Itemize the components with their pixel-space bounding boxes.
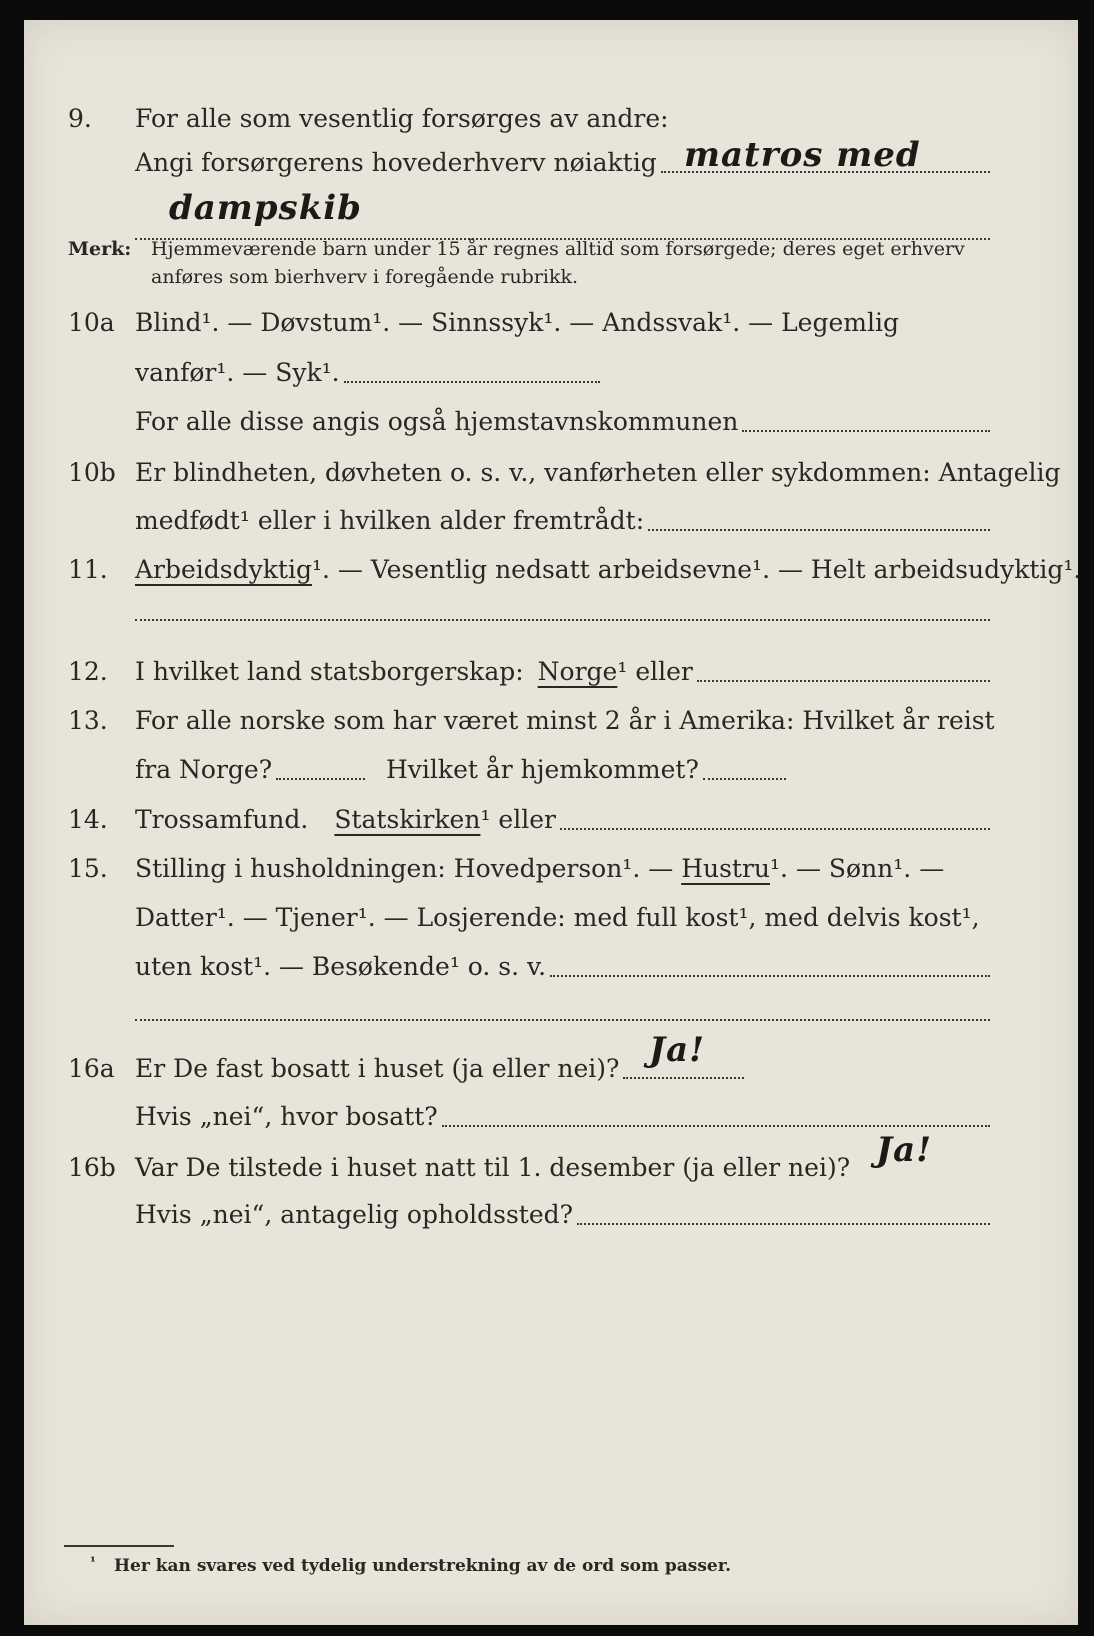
merk-text-2: anføres som bierhverv i foregående rubrikk. xyxy=(151,266,579,288)
q9-text-2: Angi forsørgerens hovederhverv nøiaktig xyxy=(135,148,657,177)
q9-handwritten-answer-2: dampskib xyxy=(169,188,362,228)
q16a-number: 16a xyxy=(68,1054,115,1083)
q15-text-1b: ¹. — Sønn¹. — xyxy=(770,854,945,883)
q10a-text-2: vanfør¹. — Syk¹. xyxy=(135,358,340,387)
q16a-row-1 xyxy=(68,1054,744,1083)
q11-row-2 xyxy=(135,605,990,625)
q13-text-2a: fra Norge? xyxy=(135,755,273,784)
q12-answer-line[interactable] xyxy=(697,680,990,682)
q15-row-4 xyxy=(135,1005,990,1025)
q10a-answer-line-2[interactable] xyxy=(742,430,990,432)
q10a-number: 10a xyxy=(68,308,115,337)
q13-answer-line-1[interactable] xyxy=(276,778,365,780)
census-form-page xyxy=(24,20,1082,1625)
q14-selected-option: Statskirken xyxy=(334,805,481,834)
footnote-rule xyxy=(64,1545,174,1547)
q10b-row-2 xyxy=(135,506,990,535)
q10a-row-3 xyxy=(135,407,990,436)
q13-row-2b xyxy=(386,755,786,784)
q16a-answer-line-2[interactable] xyxy=(442,1125,990,1127)
merk-text-1: Hjemmeværende barn under 15 år regnes alltid som forsørgede; deres eget erhverv xyxy=(151,238,965,260)
q10b-text-2: medfødt¹ eller i hvilken alder fremtrådt: xyxy=(135,506,645,535)
q15-answer-line-1[interactable] xyxy=(550,975,990,977)
q11-selected-option: Arbeidsdyktig xyxy=(135,555,312,584)
q12-selected-option: Norge xyxy=(537,657,618,686)
q15-row-3 xyxy=(135,952,990,981)
q12-row xyxy=(68,657,990,686)
q16a-answer-line-1[interactable] xyxy=(623,1077,744,1079)
q16a-row-2 xyxy=(135,1102,990,1131)
q14-rest: ¹ eller xyxy=(480,805,556,834)
footnote-mark: ¹ xyxy=(90,1555,96,1570)
q16b-number: 16b xyxy=(68,1153,116,1182)
q15-text-2: Datter¹. — Tjener¹. — Losjerende: med full kost¹, med delvis kost¹, xyxy=(135,903,980,932)
q11-number: 11. xyxy=(68,555,108,584)
footnote-text: Her kan svares ved tydelig understrekning av de ord som passer. xyxy=(114,1556,732,1576)
q16b-row-2 xyxy=(135,1200,990,1229)
q15-selected-option: Hustru xyxy=(681,854,771,883)
q15-answer-line-2[interactable] xyxy=(135,1019,990,1021)
q15-number: 15. xyxy=(68,854,108,883)
q13-number: 13. xyxy=(68,706,108,735)
q14-row xyxy=(68,805,990,834)
q14-number: 14. xyxy=(68,805,108,834)
merk-label: Merk: xyxy=(68,238,132,260)
q9-number: 9. xyxy=(68,104,92,133)
q9-text-1: For alle som vesentlig forsørges av andre: xyxy=(135,104,669,133)
q15-text-1a: Stilling i husholdningen: Hovedperson¹. — xyxy=(135,854,674,883)
q10b-text-1: Er blindheten, døvheten o. s. v., vanførheten eller sykdommen: Antagelig xyxy=(135,458,1061,487)
q11-options: ¹. — Vesentlig nedsatt arbeidsevne¹. — Helt arbeidsudyktig¹. xyxy=(311,555,1082,584)
q10a-text-3: For alle disse angis også hjemstavnskommunen xyxy=(135,407,739,436)
q12-text: I hvilket land statsborgerskap: xyxy=(135,657,524,686)
q16b-handwritten-answer: Ja! xyxy=(876,1130,933,1170)
q14-text: Trossamfund. xyxy=(135,805,309,834)
q13-text-1: For alle norske som har været minst 2 år i Amerika: Hvilket år reist xyxy=(135,706,995,735)
q10a-row-2 xyxy=(135,358,600,387)
q16b-text-1: Var De tilstede i huset natt til 1. desember (ja eller nei)? xyxy=(135,1153,851,1182)
q12-rest: ¹ eller xyxy=(617,657,693,686)
q16b-answer-line[interactable] xyxy=(577,1223,990,1225)
q10b-number: 10b xyxy=(68,458,116,487)
q13-text-2b: Hvilket år hjemkommet? xyxy=(386,755,699,784)
q16a-handwritten-answer: Ja! xyxy=(649,1030,706,1070)
q15-text-1 xyxy=(135,856,944,881)
q13-answer-line-2[interactable] xyxy=(703,778,786,780)
q10a-text-1: Blind¹. — Døvstum¹. — Sinnssyk¹. — Andssvak¹. — Legemlig xyxy=(135,308,899,337)
q10b-answer-line[interactable] xyxy=(648,529,990,531)
q10a-answer-line-1[interactable] xyxy=(344,381,600,383)
q16b-row-1 xyxy=(68,1153,980,1182)
q16a-text-2: Hvis „nei“, hvor bosatt? xyxy=(135,1102,438,1131)
q16b-text-2: Hvis „nei“, antagelig opholdssted? xyxy=(135,1200,574,1229)
q11-answer-line[interactable] xyxy=(135,619,990,621)
q11-text xyxy=(135,557,1081,582)
q16a-text-1: Er De fast bosatt i huset (ja eller nei)? xyxy=(135,1054,620,1083)
q9-handwritten-answer-1: matros med xyxy=(684,135,921,175)
q13-row-2a xyxy=(135,755,365,784)
q14-answer-line[interactable] xyxy=(560,828,990,830)
q12-number: 12. xyxy=(68,657,108,686)
q15-text-3: uten kost¹. — Besøkende¹ o. s. v. xyxy=(135,952,547,981)
